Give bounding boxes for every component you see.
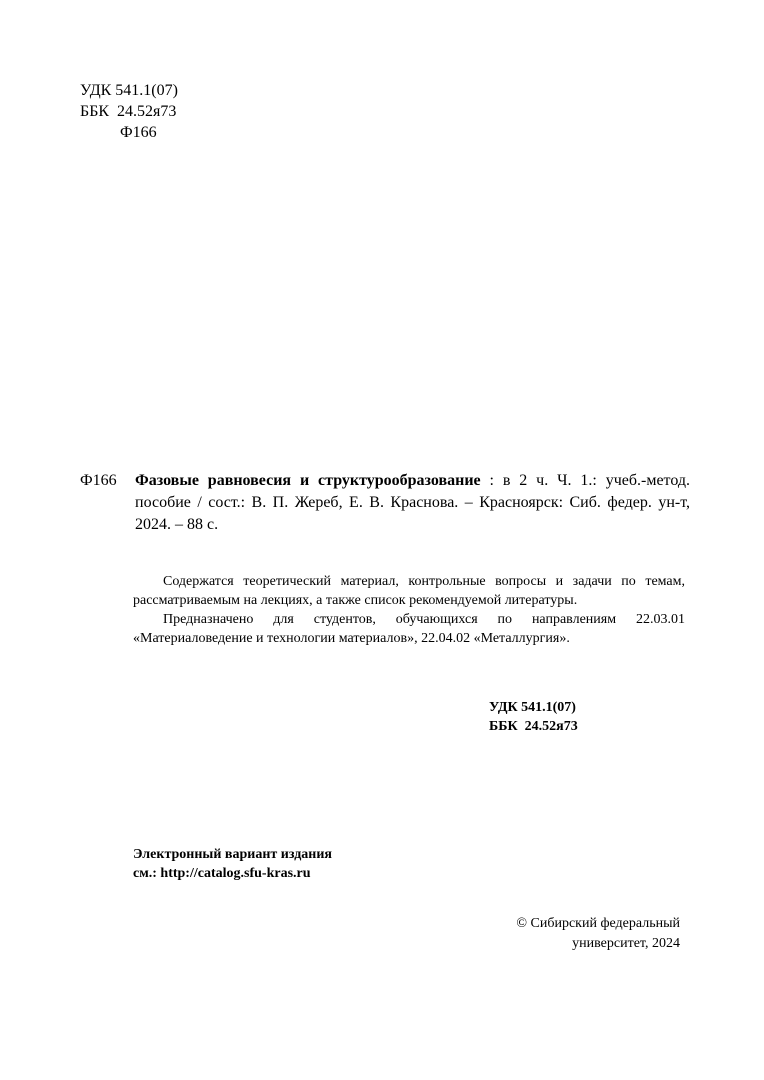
top-classification-codes	[80, 80, 178, 143]
udk-code: УДК 541.1(07)	[80, 82, 178, 99]
cutter-code: Ф166	[120, 124, 157, 141]
electronic-version-note	[133, 845, 332, 883]
catalog-entry-description	[135, 470, 690, 536]
catalog-link: см.: http://catalog.sfu-kras.ru	[133, 866, 311, 881]
bottom-classification-codes	[489, 698, 578, 736]
udk-code-bold: УДК 541.1(07)	[489, 700, 576, 715]
bbk-code: ББК 24.52я73	[80, 103, 177, 120]
copyright-line-2: университет, 2024	[572, 936, 680, 951]
bbk-code-bold: ББК 24.52я73	[489, 719, 578, 734]
book-bibliographic-info: : в 2 ч. Ч. 1.: учеб.-метод. пособие / сост.: В. П. Жереб, Е. В. Краснова. – Красноярск: Сиб. федер. ун-т, 2024. – 88 с.	[135, 472, 691, 533]
book-title: Фазовые равновесия и структурообразование	[135, 472, 481, 489]
annotation	[133, 572, 685, 648]
catalog-entry-cutter: Ф166	[80, 472, 117, 489]
copyright-line-1: © Сибирский федеральный	[516, 916, 680, 931]
catalog-entry	[80, 470, 690, 536]
copyright-notice	[480, 914, 680, 954]
electronic-version-label: Электронный вариант издания	[133, 847, 332, 862]
annotation-audience: Предназначено для студентов, обучающихся по направлениям 22.03.01 «Материаловедение и технологии материалов», 22.04.02 «Металлургия».	[133, 612, 685, 646]
annotation-content: Содержатся теоретический материал, контрольные вопросы и задачи по темам, рассматриваемым на лекциях, а также список рекомендуемой литературы.	[133, 574, 685, 608]
